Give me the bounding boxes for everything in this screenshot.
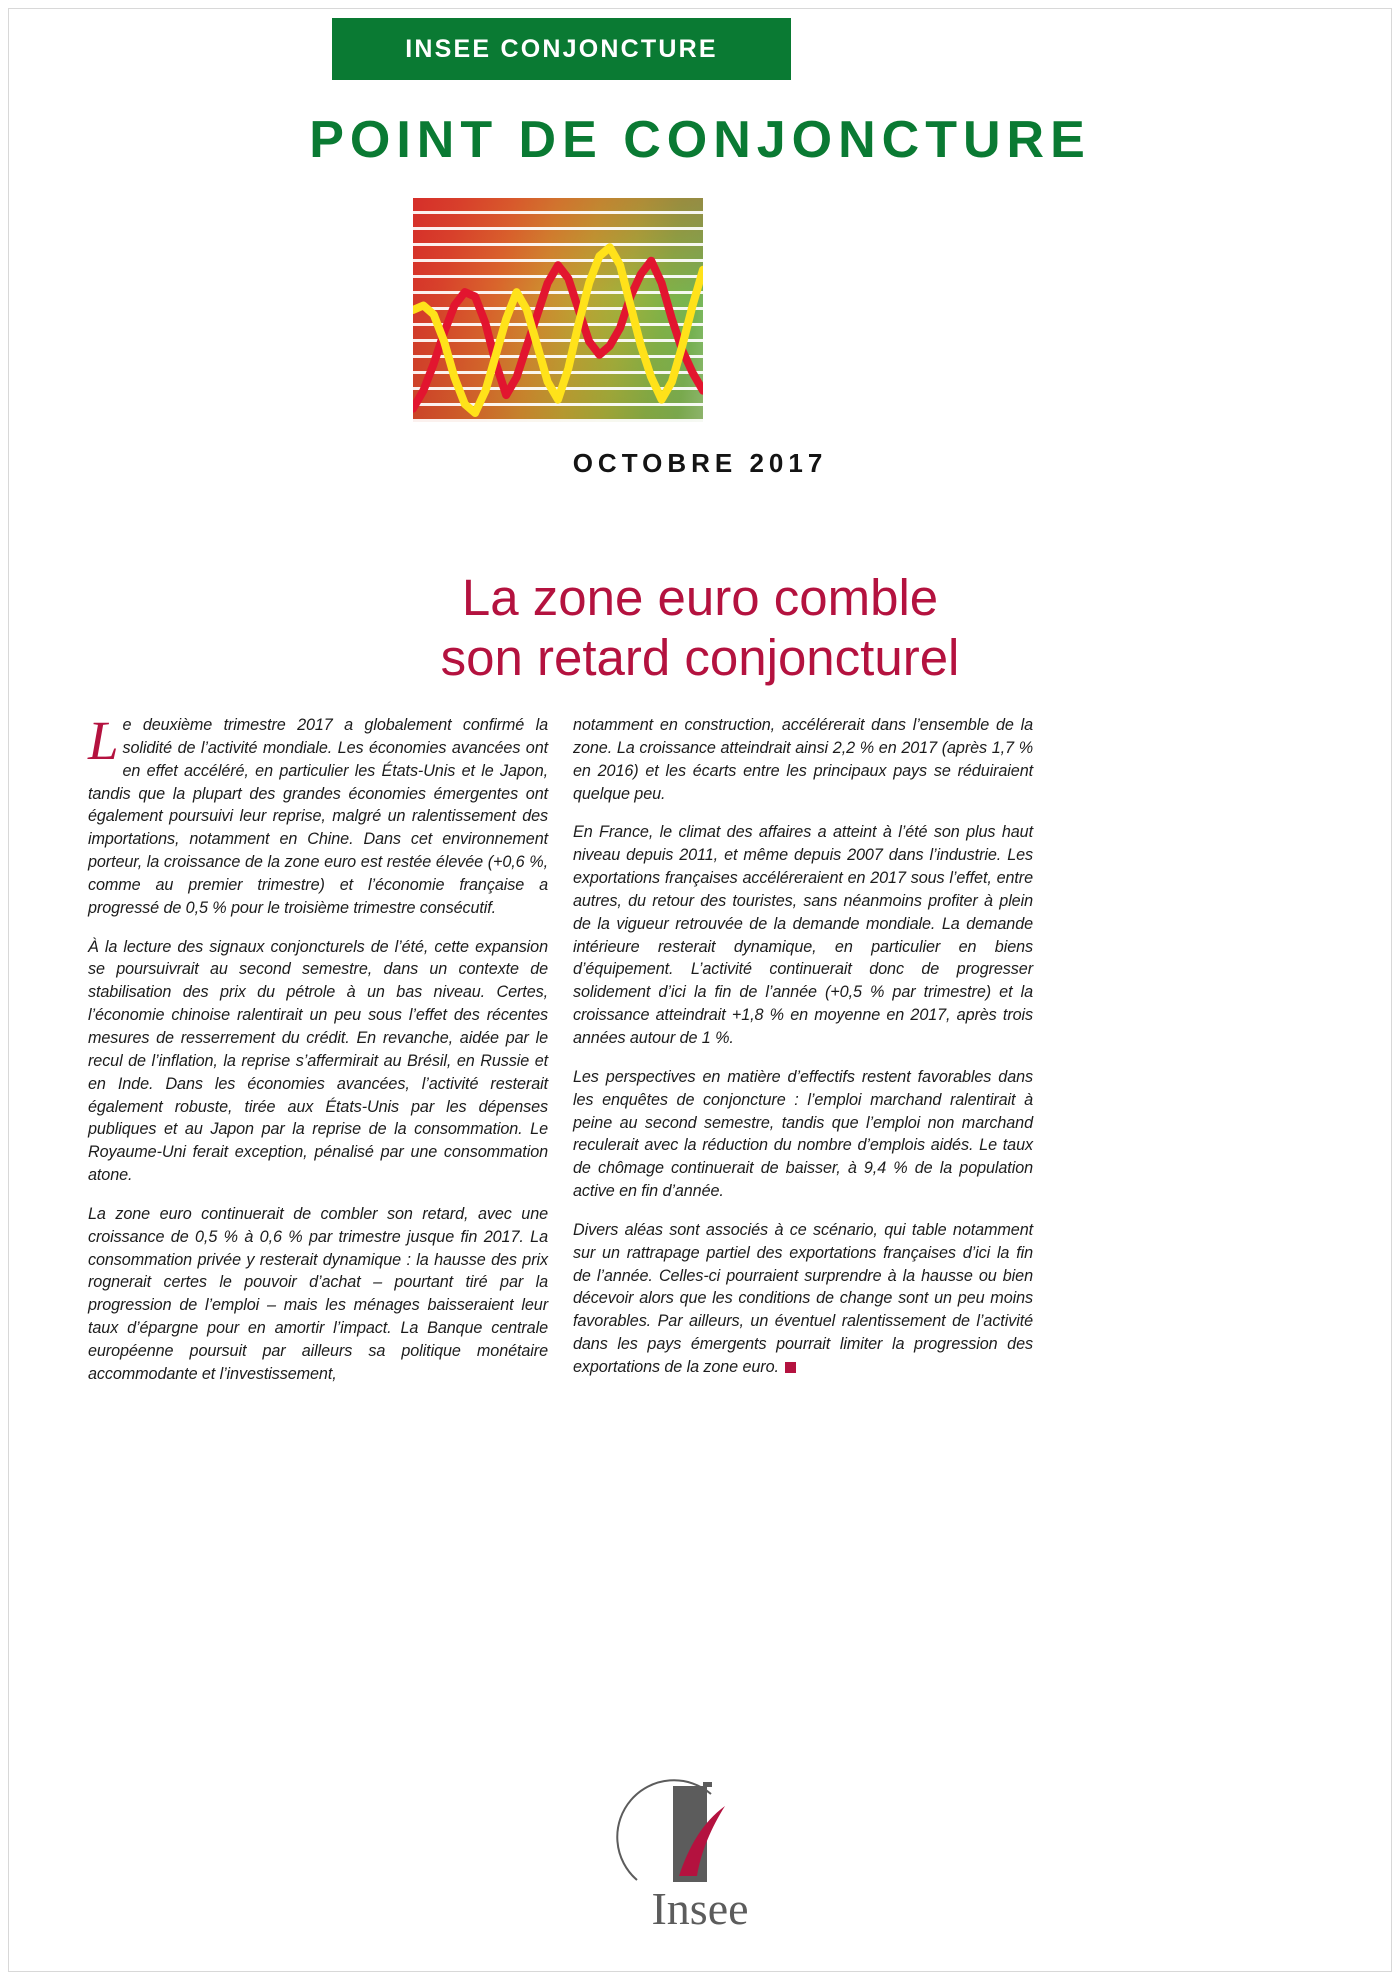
body-paragraph: Divers aléas sont associés à ce scénario, qui table notamment sur un rattrapage partiel des exportations françaises d’ici la fin de l’année. Celles-ci pourraient surprendre à la hausse ou bien décevoir alors que les conditions de change sont un peu moins favorables. Par ailleurs, un éventuel ralentissement de l’activité dans les pays émergents pourrait limiter la progression des exportations de la zone euro. <box>573 1220 1033 1376</box>
headline-line-2: son retard conjoncturel <box>440 628 960 686</box>
masthead-label: INSEE CONJONCTURE <box>405 34 718 63</box>
insee-logo-text: Insee <box>651 1883 749 1934</box>
chart-series-lines <box>413 198 703 422</box>
body-paragraph: Les perspectives en matière d’effectifs restent favorables dans les enquêtes de conjoncture : l’emploi marchand ralentirait à peine au second semestre, tandis que l’emploi non marchand reculerait avec la réduction du nombre d’emplois aidés. Le taux de chômage continuerait de baisser, à 9,4 % de la population active en fin d’année. <box>573 1067 1033 1201</box>
end-of-article-mark <box>785 1362 796 1373</box>
insee-logo-mark <box>615 1772 785 1940</box>
body-column-left <box>88 710 548 1386</box>
masthead-band <box>332 18 791 80</box>
body-paragraph: En France, le climat des affaires a atteint à l’été son plus haut niveau depuis 2011, et même depuis 2007 dans l’industrie. Les exportations françaises accéléreraient en 2017 sous l’effet, entre autres, du retour des touristes, sans néanmoins profiter à plein de la vigueur retrouvée de la demande mondiale. La demande intérieure resterait dynamique, en particulier en biens d’équipement. L’activité continuerait donc de progresser solidement d’ici la fin de l’année (+0,5 % par trimestre) et la croissance atteindrait +1,8 % en moyenne en 2017, après trois années autour de 1 %. <box>573 823 1033 1047</box>
headline-line-1: La zone euro comble <box>461 569 939 626</box>
body-paragraph: Le deuxième trimestre 2017 a globalement confirmé la solidité de l’activité mondiale. Les économies avancées ont en effet accéléré, en particulier les États-Unis et le Japon, tandis que la plupart des grandes économies émergentes ont également poursuivi leur reprise, malgré un ralentissement des importations, notamment en Chine. Dans cet environnement porteur, la croissance de la zone euro est restée élevée (+0,6 %, comme au premier trimestre) et l’économie française a progressé de 0,5 % pour le troisième trimestre consécutif. <box>88 710 548 917</box>
insee-logo <box>615 1772 785 1940</box>
page-title: POINT DE CONJONCTURE <box>309 111 1091 169</box>
drop-cap: L <box>88 710 119 771</box>
body-column-right <box>573 714 1033 1379</box>
footer-logo-wrap <box>0 1772 1400 1945</box>
publication-date: OCTOBRE 2017 <box>572 448 828 478</box>
body-paragraph: À la lecture des signaux conjoncturels de l’été, cette expansion se poursuivrait au second semestre, dans un contexte de stabilisation des prix du pétrole à un bas niveau. Certes, l’économie chinoise ralentirait un peu sous l’effet des récentes mesures de resserrement du crédit. En revanche, aidée par le recul de l’inflation, la reprise s’affermirait au Brésil, en Russie et en Inde. Dans les économies avancées, l’activité resterait également robuste, tirée aux États-Unis par les dépenses publiques et au Japon par la reprise de la consommation. Le Royaume-Uni ferait exception, pénalisé par une consommation atone. <box>88 937 548 1185</box>
cover-chart-figure <box>413 198 703 422</box>
body-text-area <box>88 710 1313 1383</box>
body-paragraph: notamment en construction, accélérerait dans l’ensemble de la zone. La croissance atteindrait ainsi 2,2 % en 2017 (après 1,7 % en 2016) et les écarts entre les principaux pays se réduiraient quelque peu. <box>573 716 1033 803</box>
headline <box>180 568 1220 687</box>
body-paragraph: La zone euro continuerait de combler son retard, avec une croissance de 0,5 % à 0,6 % par trimestre jusque fin 2017. La consommation privée y resterait dynamique : la hausse des prix rognerait certes le pouvoir d’achat – pourtant tiré par la progression de l’emploi – mais les ménages baisseraient leur taux d’épargne pour en amortir l’impact. La Banque centrale européenne poursuit par ailleurs sa politique monétaire accommodante et l’investissement, <box>88 1204 548 1383</box>
